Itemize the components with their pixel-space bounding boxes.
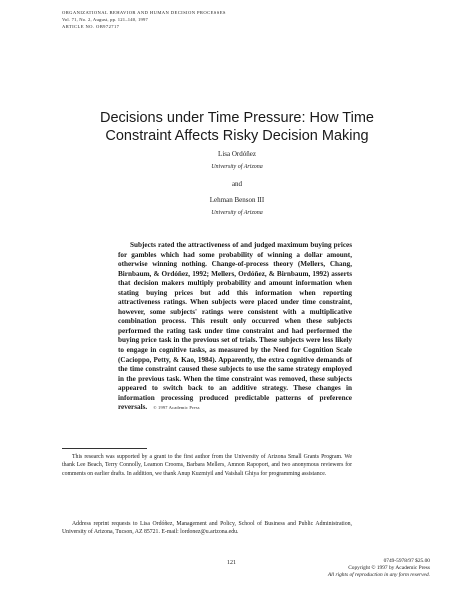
journal-header	[62, 9, 422, 30]
copyright-price: 0749-5978/97 $25.00	[383, 558, 430, 564]
footnote-funding: This research was supported by a grant to the first author from the University of Arizona Small Grants Program. We thank Lee Beach, Terry Connolly, Leamon Crooms, Barbara Mellers, Amnon Rapoport, and two anonymous reviewers for comments on earlier drafts. In addition, we thank Anup Kuzmiyil and Vaishali Ghiya for programming assistance.	[62, 454, 352, 477]
article-title-line-2: Constraint Affects Risky Decision Making	[105, 128, 369, 144]
abstract-copyright: © 1997 Academic Press	[153, 405, 200, 411]
footnote-address: Address reprint requests to Lisa Ordóñez, Management and Policy, School of Business and Public Administration, University of Arizona, Tucson, AZ 85721. E-mail: lordonez@u.arizona.edu.	[62, 521, 352, 536]
abstract	[118, 241, 352, 413]
article-number: ARTICLE NO. OB972717	[62, 24, 120, 29]
article-title-line-1: Decisions under Time Pressure: How Time	[100, 110, 374, 126]
author-name-1: Lisa Ordóñez	[218, 150, 256, 158]
copyright-publisher: Copyright © 1997 by Academic Press	[348, 565, 430, 572]
abstract-text: Subjects rated the attractiveness of and judged maximum buying prices for gambles which had some probability of winning a dollar amount, otherwise winning nothing. Change-of-process theory (Mellers, Chang, Birnbaum, & Ordóñez, 1992; Mellers, Ordóñez, & Birnbaum, 1992) asserts that decision makers multiply probability and amount information when stating buying prices but add this information when reporting attractiveness ratings. When subjects were placed under time constraint, however, some subjects' ratings were consistent with a multiplicative combination process. This result only occurred when these subjects performed the rating task under time constraint and had performed the buying price task in the previous set of trials. These subjects were less likely to engage in cognitive tasks, as measured by the Need for Cognition Scale (Cacioppo, Petty, & Kao, 1984). Apparently, the extra cognitive demands of the time constraint caused these subjects to use the same strategy employed in the previous task. When the time constraint was removed, these subjects appeared to switch back to an additive strategy. These changes in information processing produced predictable patterns of preference reversals.	[118, 241, 352, 412]
author-conjunction: and	[231, 180, 243, 188]
footnote-divider	[62, 448, 147, 449]
author-name-2: Lehman Benson III	[209, 196, 265, 204]
article-title	[70, 109, 404, 145]
copyright-rights: All rights of reproduction in any form reserved.	[327, 572, 430, 579]
journal-volume-line: Vol. 71, No. 2, August, pp. 121–140, 1997	[62, 17, 148, 22]
page-number: 121	[227, 560, 236, 566]
journal-name: ORGANIZATIONAL BEHAVIOR AND HUMAN DECISION PROCESSES	[62, 10, 226, 15]
author-affiliation-2: University of Arizona	[211, 210, 263, 216]
copyright-block	[280, 558, 430, 580]
author-affiliation-1: University of Arizona	[211, 164, 263, 170]
